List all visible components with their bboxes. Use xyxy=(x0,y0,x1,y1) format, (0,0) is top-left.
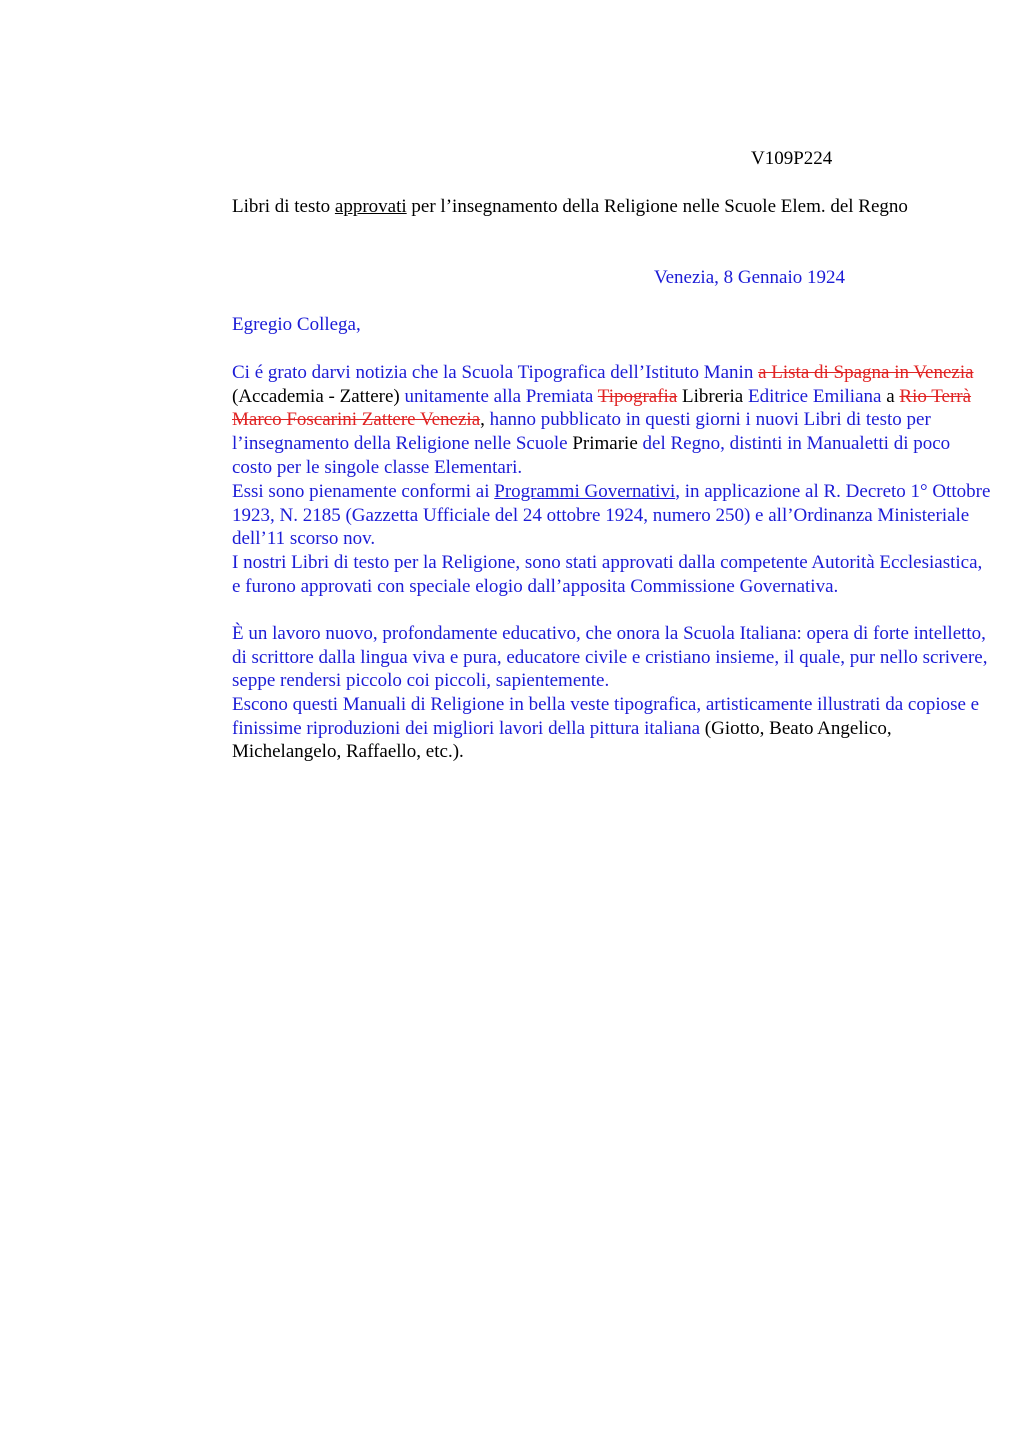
subject-line xyxy=(171,195,992,219)
p1-text-9: Primarie xyxy=(567,433,638,455)
p1-text-3: unitamente alla Premiata xyxy=(399,385,598,407)
letter-date: Venezia, 8 Gennaio 1924 xyxy=(654,267,845,288)
p1-text-8: hanno pubblicato in questi giorni i nuovi Libri di testo per l’insegnamento della Religione nelle Scuole xyxy=(232,409,931,455)
document-reference: V109P224 xyxy=(751,148,833,169)
p2-text-2: , in applicazione al R. Decreto 1° Ottobre 1923, N. 2185 (Gazzetta Ufficiale del 24 ottobre 1924, numero 250) e all’Ordinanza Ministeriale dell’11 scorso nov. xyxy=(232,481,991,550)
paragraph-3: I nostri Libri di testo per la Religione, sono stati approvati dalla competente Autorità Ecclesiastica, e furono approvati con speciale elogio dall’apposita Commissione Governativa. xyxy=(232,552,983,597)
subject-pre: Libri di testo xyxy=(232,196,335,217)
p2-text-1: Essi sono pienamente conformi ai xyxy=(232,481,495,502)
p5-text-1: Escono questi Manuali di Religione in bella veste tipografica, artisticamente illustrati da copiose e finissime riproduzioni dei migliori lavori della pittura italiana xyxy=(232,694,980,739)
p1-text-6: a xyxy=(881,385,900,407)
p1-text-2: (Accademia - Zattere) xyxy=(232,385,400,407)
p1-deleted-address: a Lista di Spagna in Venezia xyxy=(758,362,974,383)
subject-post: per l’insegnamento della Religione nelle Scuole Elem. del Regno xyxy=(406,196,908,217)
p1-text-10: del Regno, distinti in Manualetti di poco costo per le singole classe Elementari. xyxy=(232,433,951,478)
p2-underlined-programmi: Programmi Governativi xyxy=(494,481,676,502)
p1-text-4: Libreria xyxy=(677,385,744,407)
paragraph-1 xyxy=(171,361,992,480)
paragraph-5 xyxy=(171,693,992,764)
paragraph-2 xyxy=(171,480,992,551)
subject-underlined-word: approvati xyxy=(334,196,407,217)
p1-deleted-tipografia: Tipografia xyxy=(597,385,678,407)
p1-text-1: Ci é grato darvi notizia che la Scuola Tipografica dell’Istituto Manin xyxy=(232,362,759,383)
p1-deleted-street: Rio Terrà Marco Foscarini Zattere Venezia xyxy=(232,385,972,431)
p5-text-2: (Giotto, Beato Angelico, Michelangelo, Raffaello, etc.). xyxy=(232,717,892,763)
p1-text-7: , xyxy=(480,409,485,431)
greeting: Egregio Collega, xyxy=(232,314,361,335)
p1-text-5: Editrice Emiliana xyxy=(743,385,882,407)
paragraph-4: È un lavoro nuovo, profondamente educativo, che onora la Scuola Italiana: opera di forte intelletto, di scrittore dalla lingua viva e pura, educatore civile e cristiano insieme, il quale, pur nello scrivere, seppe rendersi piccolo coi piccoli, sapientemente. xyxy=(232,623,988,692)
